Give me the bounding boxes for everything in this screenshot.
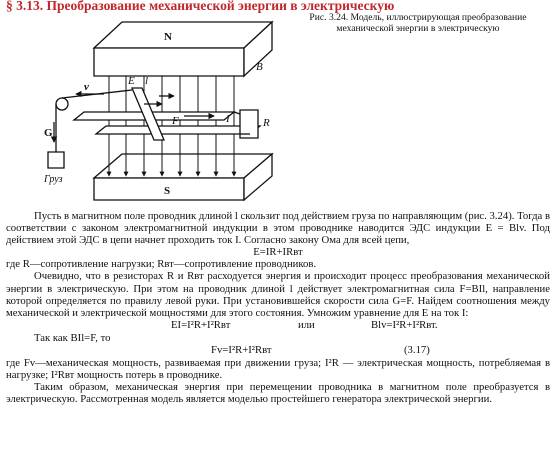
equation-3-row [6, 344, 550, 357]
label-n: N [164, 31, 172, 43]
caption-line-2: механической энергии в электрическую [336, 23, 500, 34]
body-text [6, 210, 550, 405]
label-g: G [44, 127, 53, 139]
label-l: l [145, 75, 149, 87]
equation-3-number: (3.17) [404, 343, 430, 356]
label-s: S [164, 185, 171, 197]
equation-2a: EI=I²R+I²Rвт [171, 318, 231, 331]
guide-rails [74, 112, 260, 134]
label-r: R [263, 117, 270, 129]
caption-line-1: Рис. 3.24. Модель, иллюстрирующая преобразование [309, 12, 527, 23]
paragraph-2: где R—сопротивление нагрузки; Rвт—сопротивление проводников. [6, 258, 317, 271]
label-v: v [84, 81, 89, 93]
paragraph-1: Пусть в магнитном поле проводник длиной l скользит под действием груза по направляющим (рис. 3.24). Тогда в соответствии с законом электромагнитной индукции в этом проводнике наводится ЭДС индукции E = Blv. Под действием этой ЭДС в цепи начнет проходить ток I. Согласно закону Ома для всей цепи, [6, 210, 550, 247]
generator-model-figure [44, 18, 314, 212]
paragraph-4: Так как BIl=F, то [34, 331, 111, 344]
equation-2b: Blv=I²R+I²Rвт. [371, 318, 438, 331]
label-load: Груз [44, 174, 63, 185]
pulley [56, 98, 68, 110]
paragraph-6: Таким образом, механическая энергия при перемещении проводника в магнитном поле преобразуется в электрическую. Рассмотренная модель является моделью простейшего генератора электрической энергии. [6, 381, 550, 406]
label-f: F [172, 115, 179, 127]
south-magnet [94, 154, 272, 200]
north-magnet [94, 22, 272, 76]
equation-1: E=IR+IRвт [253, 246, 303, 259]
section-heading: § 3.13. Преобразование механической энергии в электрическую [6, 0, 395, 13]
equation-3: Fv=I²R+I²Rвт [211, 343, 272, 356]
equation-2-row [6, 319, 550, 332]
label-i: I [226, 113, 230, 125]
load-weight [48, 152, 64, 168]
equation-2-or: или [298, 318, 315, 331]
figure-caption [300, 12, 536, 34]
label-b: B [256, 61, 263, 73]
label-e: E [128, 75, 135, 87]
paragraph-5: где Fv—механическая мощность, развиваемая при движении груза; I²R — электрическая мощность, потребляемая в нагрузке; I²Rвт мощность потерь в проводнике. [6, 356, 550, 382]
paragraph-3: Очевидно, что в резисторах R и Rвт расходуется энергия и происходит процесс преобразования механической энергии в электрическую. При этом на проводник длиной l действует электромагнитная сила F=BIl, направление которой определяется по правилу левой руки. При установившейся скорости сила G=F. Найдем соотношения между механической и электрической мощностями для этого состояния. Умножим уравнение для E на ток I: [6, 270, 550, 319]
